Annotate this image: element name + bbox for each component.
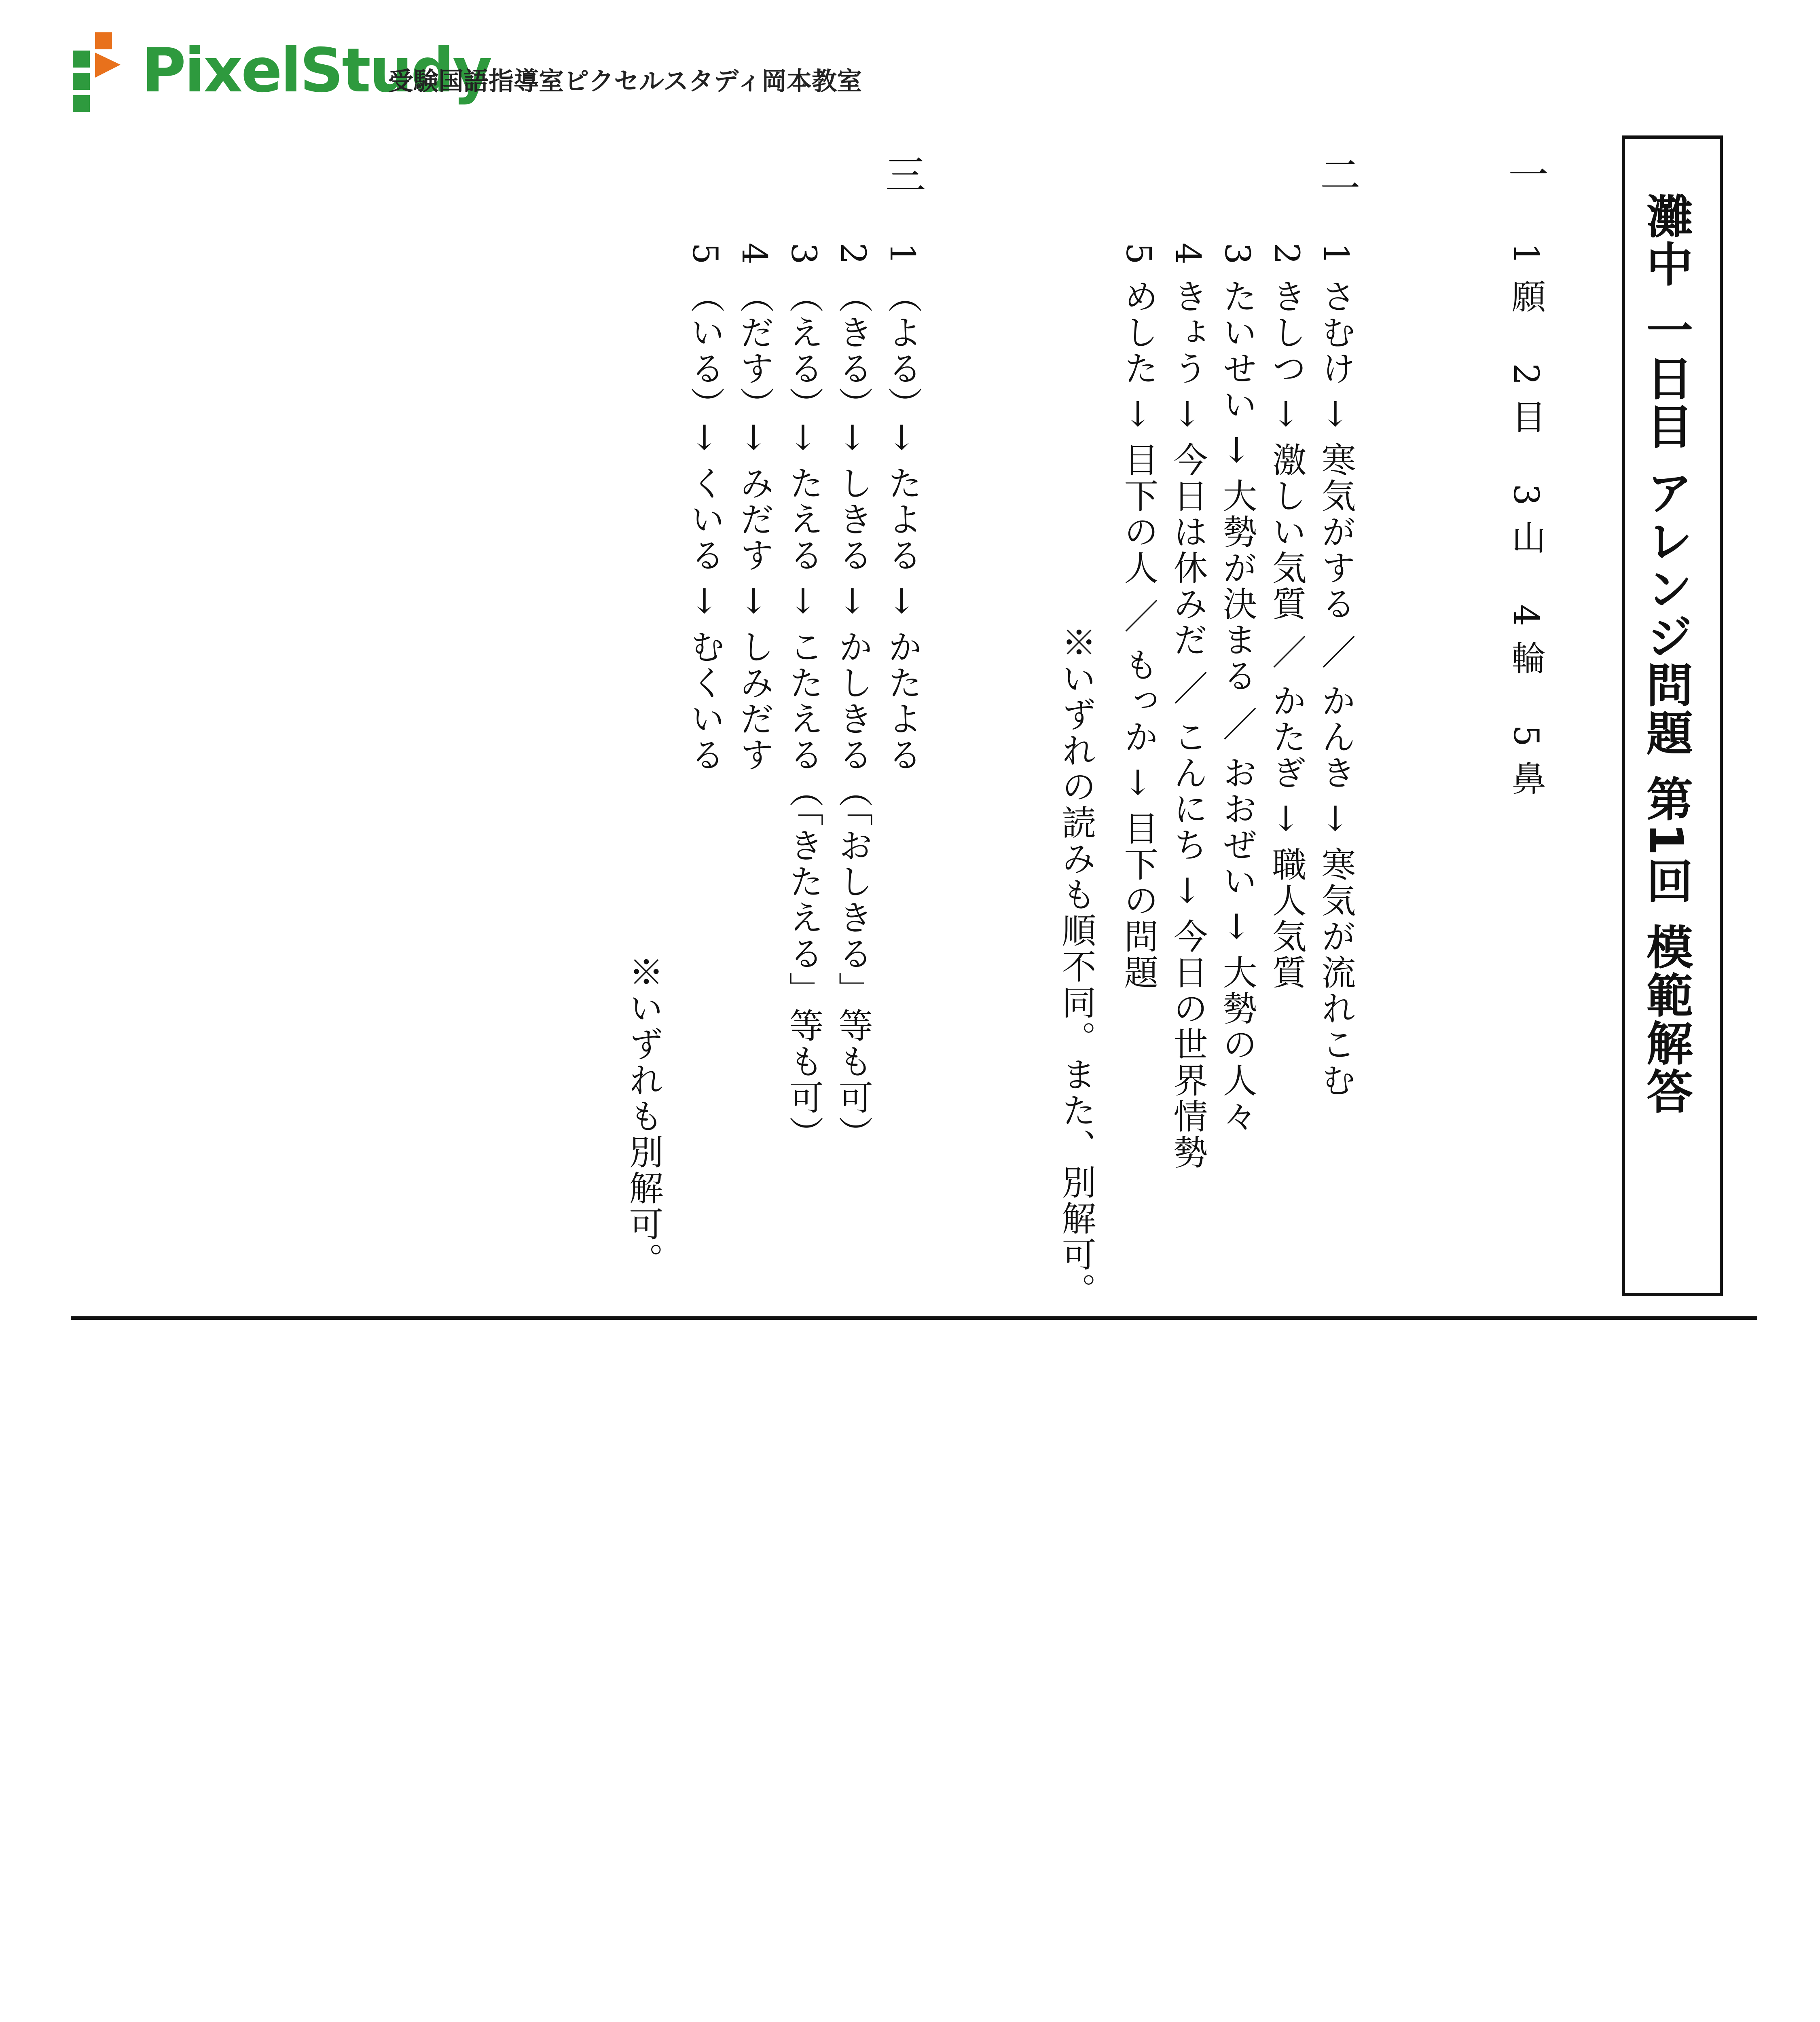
section-3-item-5: 5 （いる）→ くいる → むくいる (685, 243, 725, 773)
section-2-item-3: 3 たいせい → 大勢が決まる ／ おおぜい → 大勢の人々 (1217, 243, 1257, 1135)
section-2-item-2: 2 きしつ → 激しい気質 ／ かたぎ → 職人気質 (1266, 243, 1306, 991)
logo-mark-icon (73, 32, 121, 113)
brand-name: PixelStudy (142, 36, 491, 106)
section-mark-1: 一 (1501, 154, 1549, 194)
section-3-note: ※いずれも別解可。 (623, 954, 663, 1278)
section-1-answers: 1 願 2 目 3 山 4 輪 5 鼻 (1506, 243, 1546, 797)
section-mark-2: 二 (1313, 154, 1361, 194)
section-3-item-2: 2 （きる）→ しきる → かしきる（「おしきる」等も可） (833, 243, 873, 1152)
section-2-note: ※いずれの読みも順不同。また、別解可。 (1056, 625, 1096, 1309)
page-title: 灘中 一日目 アレンジ問題 第1回 模範解答 (1638, 192, 1693, 1116)
divider (71, 1316, 1757, 1320)
header (73, 28, 1043, 129)
section-3-item-4: 4 （だす）→ みだす → しみだす (734, 243, 774, 773)
section-2-item-5: 5 めした → 目下の人 ／ もっか → 目下の問題 (1118, 243, 1158, 991)
section-3-item-1: 1 （よる）→ たよる → かたよる (882, 243, 922, 773)
section-2-item-1: 1 さむけ → 寒気がする ／ かんき → 寒気が流れこむ (1316, 243, 1356, 1099)
section-3-item-3: 3 （える）→ たえる → こたえる（「きたえる」等も可） (783, 243, 823, 1152)
section-mark-3: 三 (878, 154, 926, 194)
section-2-item-4: 4 きょう → 今日は休みだ ／ こんにち → 今日の世界情勢 (1168, 243, 1208, 1171)
brand-tagline: 受験国語指導室ピクセルスタディ岡本教室 (388, 66, 862, 96)
